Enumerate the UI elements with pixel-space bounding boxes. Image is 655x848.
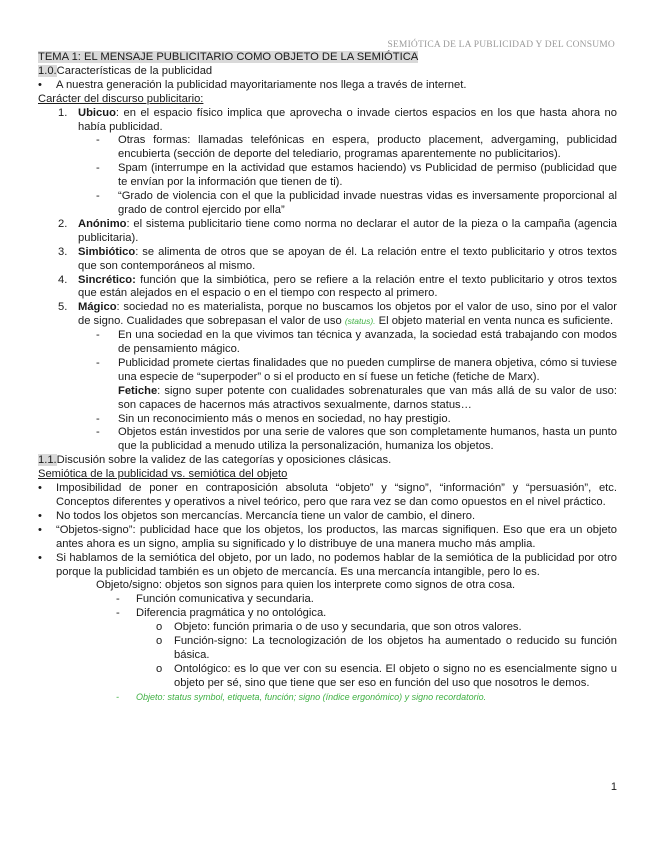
dash-item: - Objetos están investidos por una serie de valores que son completamente humanos, hasta un punto que la publicidad a menudo utiliza la personalización, humaniza los objetos. [96, 426, 617, 453]
circle-item: o Objeto: función primaria o de uso y secundaria, que son otros valores. [156, 621, 522, 634]
circle-item: o Ontológico: es lo que ver con su esencia. El objeto o signo no es esencialmente signo u objeto per sé, sino que tiene que ser eso en función del uso que nosotros le demos. [156, 662, 617, 689]
list-item: • Imposibilidad de poner en contraposición absoluta “objeto” y “signo”, “información” y “persuasión”, etc. Conceptos diferentes y operativos a nivel teórico, pero que rara vez se dan como opuestos en el nivel práctico. [38, 482, 617, 508]
running-header: SEMIÓTICA DE LA PUBLICIDAD Y DEL CONSUMO [387, 40, 615, 50]
dash-item: - Publicidad promete ciertas finalidades que no pueden cumplirse de manera objetiva, cómo si tuviese una especie de “superpoder” o si el producto en sí fuese un fetiche (fetiche de Marx). Fetiche: signo super potente con cualidades sobrenaturales que van más allá de su valor de uso: son capaces de hacernos más atractivos sexualmente, darnos status… [96, 356, 617, 411]
dash-icon: - [116, 691, 119, 702]
section-heading: 1.0.Características de la publicidad [38, 64, 213, 77]
section-heading: 1.1.Discusión sobre la validez de las categorías y oposiciones clásicas. [38, 454, 392, 467]
dash-item: - “Grado de violencia con el que la publicidad invade nuestras vidas es inversamente proporcional al grado de control ejercido por ella” [96, 190, 617, 216]
subheading-caracter: Carácter del discurso publicitario: [38, 92, 204, 105]
dash-icon: - [96, 356, 100, 369]
dash-icon: - [96, 329, 100, 342]
page-title: TEMA 1: EL MENSAJE PUBLICITARIO COMO OBJETO DE LA SEMIÓTICA [38, 51, 419, 63]
page-number: 1 [610, 781, 617, 793]
list-item: • A nuestra generación la publicidad mayoritariamente nos llega a través de internet. [38, 78, 467, 91]
dash-item: - Sin un reconocimiento más o menos en sociedad, no hay prestigio. [96, 412, 451, 425]
dash-item: - Spam (interrumpe en la actividad que estamos haciendo) vs Publicidad de permiso (publicidad que te envían por la información que tienen de ti). [96, 162, 617, 189]
dash-icon: - [96, 134, 100, 147]
status-note: (status). [344, 316, 376, 327]
subheading-semiotica: Semiótica de la publicidad vs. semiótica del objeto [38, 468, 288, 481]
list-item: • Si hablamos de la semiótica del objeto, por un lado, no podemos hablar de la semiótica de la publicidad por otro porque la publicidad también es un objeto de mercancía. Es una mercancía intangible, pero lo es. [38, 551, 617, 578]
objeto-signo-line: Objeto/signo: objetos son signos para quien los interprete como signos de otra cosa. [96, 579, 516, 592]
dash-item: - En una sociedad en la que vivimos tan técnica y avanzada, la sociedad está trabajando con modos de pensamiento mágico. [96, 329, 617, 356]
list-item: • “Objetos-signo”: publicidad hace que los objetos, los productos, las marcas signifiquen. Eso que era un objeto antes ahora es un signo, amplia su significado y lo distribuye de una manera mucho más amplia. [38, 523, 617, 550]
bullet-icon: • [38, 509, 42, 522]
circle-item: o Función-signo: La tecnologización de los objetos ha aumentado o reducido su función básica. [156, 635, 617, 661]
circle-bullet-icon: o [156, 635, 163, 648]
dash-icon: - [96, 412, 100, 425]
dash-icon: - [96, 162, 100, 175]
dash-item: - Función comunicativa y secundaria. [116, 593, 314, 606]
dash-icon: - [116, 593, 120, 606]
bullet-icon: • [38, 482, 42, 495]
numbered-item: 2. Anónimo: el sistema publicitario tiene como norma no declarar el autor de la pieza o la campaña (agencia publicitaria). [58, 217, 617, 244]
list-item: • No todos los objetos son mercancías. Mercancía tiene un valor de cambio, el dinero. [38, 509, 476, 522]
numbered-item: 1. Ubicuo: en el espacio físico implica que aprovecha o invade ciertos espacios en los que hasta ahora no había publicidad. [58, 106, 617, 133]
dash-item: - Otras formas: llamadas telefónicas en espera, producto placement, advergaming, publicidad encubierta (sección de deporte del telediario, programas aparentemente no publicitarios). [96, 134, 617, 161]
dash-icon: - [96, 426, 100, 439]
green-note: - Objeto: status symbol, etiqueta, función; signo (índice ergonómico) y signo recordatorio. [38, 691, 617, 705]
circle-bullet-icon: o [156, 662, 163, 675]
document-body [38, 51, 617, 705]
numbered-item: 3. Simbiótico: se alimenta de otros que se apoyan de él. La relación entre el texto publicitario y otros textos que son contemporáneos al mismo. [58, 245, 617, 272]
bullet-icon: • [38, 551, 42, 564]
numbered-item: 4. Sincrético: función que la simbiótica, pero se refiere a la relación entre el texto publicitario y otros textos que están alejados en el espacio o en el tiempo con respecto al primero. [58, 273, 617, 300]
dash-item: - Diferencia pragmática y no ontológica. [116, 607, 327, 620]
circle-bullet-icon: o [156, 621, 163, 634]
bullet-icon: • [38, 523, 42, 536]
dash-icon: - [116, 607, 120, 620]
numbered-item: 5. Mágico: sociedad no es materialista, porque no buscamos los objetos por el valor de uso, sino por el valor de signo. Cualidades que sobrepasan el valor de uso (status). El objeto material en venta nunca es suficiente. [58, 301, 617, 328]
dash-icon: - [96, 190, 100, 203]
bullet-icon: • [38, 78, 42, 91]
